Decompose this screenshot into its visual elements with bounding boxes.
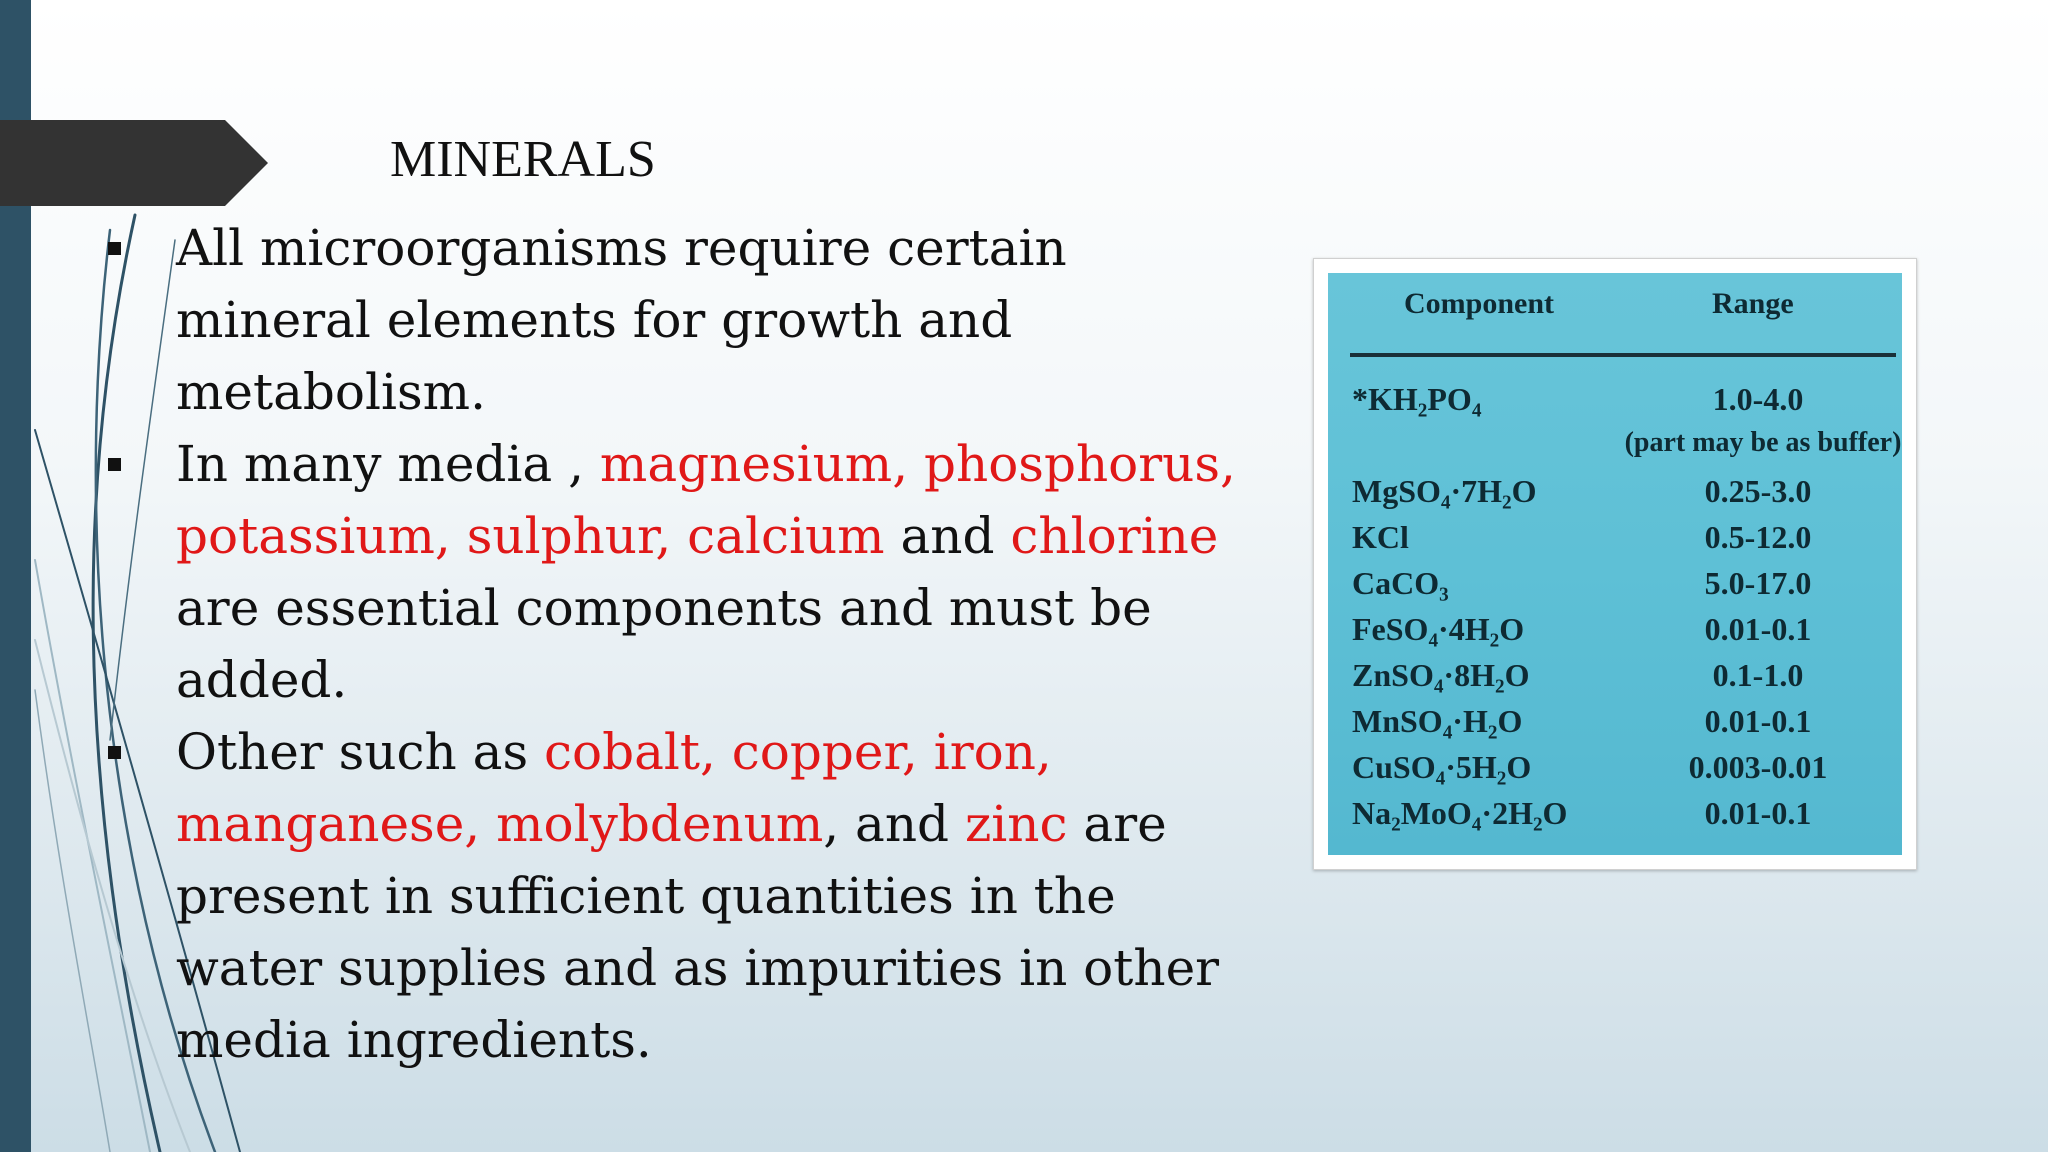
bullet-square-icon <box>108 458 121 471</box>
table-row <box>1328 749 1902 795</box>
table-cell-range: 5.0-17.0 <box>1704 565 1812 601</box>
table-header-range: Range <box>1712 287 1794 320</box>
table-row <box>1328 703 1902 749</box>
bullet-item-1 <box>100 212 1260 428</box>
highlighted-mineral: chlorine <box>1010 507 1219 565</box>
slide-title: MINERALS <box>390 131 656 188</box>
table-row <box>1328 565 1902 611</box>
table-header-rule <box>1350 353 1896 357</box>
bullet-list <box>100 212 1260 1076</box>
mineral-table <box>1328 273 1902 855</box>
bullet-text: are present in sufficient quantities in the water supplies and as impurities in other media ingredients. <box>176 795 1220 1069</box>
bullet-text: All microorganisms require certain mineral elements for growth and metabolism. <box>176 219 1067 421</box>
table-header-component: Component <box>1404 287 1555 320</box>
table-row <box>1328 519 1902 565</box>
table-cell-component: KCl <box>1352 519 1409 555</box>
table-cell-range: 0.01-0.1 <box>1704 611 1812 647</box>
highlighted-minerals: magnesium, phosphorus, potassium, sulphur, calcium <box>176 435 1236 565</box>
table-row <box>1328 657 1902 703</box>
table-cell-range: 0.5-12.0 <box>1704 519 1812 555</box>
table-row <box>1328 473 1902 519</box>
table-cell-range: 0.25-3.0 <box>1704 473 1812 509</box>
table-row <box>1328 427 1902 473</box>
bullet-item-3 <box>100 716 1260 1076</box>
table-cell-component: ZnSO₄·8H₂O <box>1352 657 1530 693</box>
table-cell-component: CaCO₃ <box>1352 565 1449 601</box>
title-arrow-banner <box>0 120 270 206</box>
table-row <box>1328 381 1902 427</box>
bullet-square-icon <box>108 746 121 759</box>
table-cell-component: CuSO₄·5H₂O <box>1352 749 1532 785</box>
table-cell-range: 0.01-0.1 <box>1704 795 1812 831</box>
table-cell-component: *KH₂PO₄ <box>1352 381 1482 417</box>
bullet-text: are essential components and must be added. <box>176 579 1152 709</box>
table-cell-component: Na₂MoO₄·2H₂O <box>1352 795 1568 831</box>
bullet-square-icon <box>108 242 121 255</box>
table-cell-component: MnSO₄·H₂O <box>1352 703 1523 739</box>
bullet-text: Other such as <box>176 723 544 781</box>
table-cell-range: (part may be as buffer) <box>1624 427 1902 458</box>
bullet-text: , and <box>823 795 965 853</box>
bullet-item-2 <box>100 428 1260 716</box>
mineral-table-image <box>1313 258 1917 870</box>
table-cell-range: 0.003-0.01 <box>1688 749 1828 785</box>
table-cell-component: MgSO₄·7H₂O <box>1352 473 1537 509</box>
highlighted-minerals: cobalt, copper, iron, manganese, molybdenum <box>176 723 1052 853</box>
table-cell-range: 0.01-0.1 <box>1704 703 1812 739</box>
table-row <box>1328 795 1902 841</box>
table-row <box>1328 611 1902 657</box>
bullet-text: In many media , <box>176 435 600 493</box>
table-cell-range: 0.1-1.0 <box>1712 657 1804 693</box>
bullet-text: and <box>884 507 1011 565</box>
highlighted-mineral: zinc <box>964 795 1068 853</box>
table-cell-range: 1.0-4.0 <box>1712 381 1804 417</box>
table-cell-component: FeSO₄·4H₂O <box>1352 611 1525 647</box>
